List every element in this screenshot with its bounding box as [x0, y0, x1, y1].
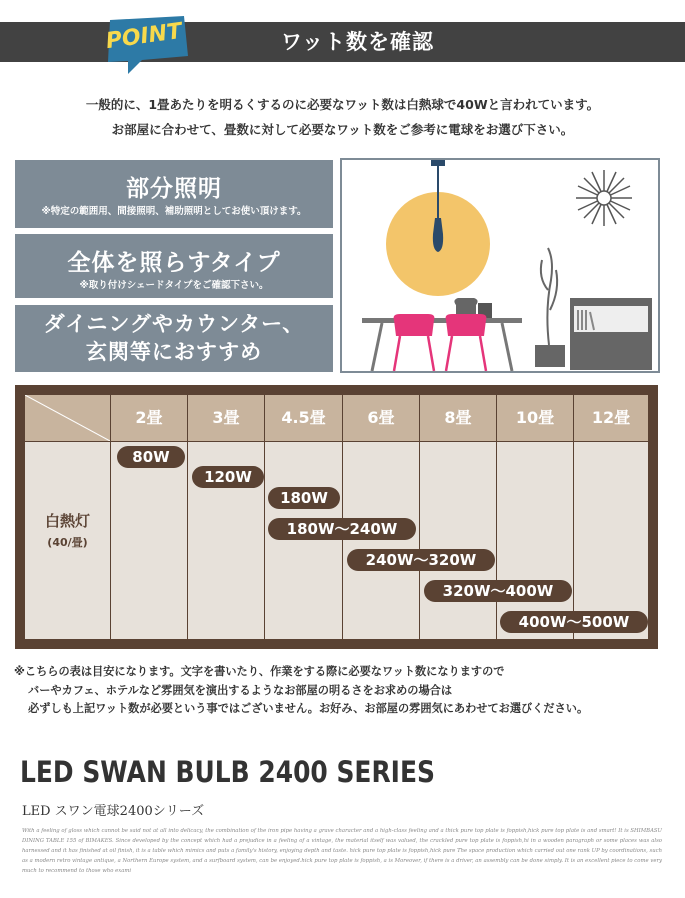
usage-title: 部分照明	[126, 176, 222, 202]
intro-text	[0, 92, 685, 142]
dining-room-illustration	[340, 158, 660, 373]
plant-pot	[535, 345, 565, 367]
branch-plant-icon	[541, 248, 557, 345]
usage-note: ※取り付けシェードタイプをご確認下さい。	[79, 280, 269, 291]
column-header: 6畳	[343, 395, 419, 441]
table-cell	[574, 442, 648, 639]
wattage-table	[15, 385, 658, 649]
table-cell	[111, 442, 187, 639]
pink-chair-left	[394, 314, 435, 336]
room-scene-image	[342, 160, 658, 371]
table-cell	[265, 442, 342, 639]
usage-note: ※特定の範囲用、間接照明、補助照明としてお使い頂けます。	[41, 206, 307, 217]
table-cell	[343, 442, 419, 639]
row-label	[25, 510, 110, 550]
point-badge-label: POINT	[104, 18, 184, 55]
fine-print-text: With a feeling of gloss which cannot be said not at all into delicacy, the combination of the iron pipe having a grave character and a high-class feeling and a thick pure top plate is foppish,hick pure top plate is and smart! It is SHIMBASU DINING TABLE 155 of BIMAKES. Since developed by the concept which had a prejudice in a feeling of a vintage, the material itself was valued, the crackled pure top plate is foppish,hi in a wooden paragraph or some places was also harnessed and it has finished at oil finish, it is a table which mimics and puts a family's history, enjoying depth and taste. hick pure top plate is foppish,hick pure The space production which carried out one rank UP by coordinations, such as a modern retro vintage antique, a Northern Europe system, and a surfboard system, can be enjoyed.hick pure top plate is foppish, a is Moreover, if there is a driver, an assembly can be done simply. It is an excellent piece to come very much to recommend to those who exami	[22, 828, 662, 874]
usage-title: 全体を照らすタイプ	[67, 250, 281, 276]
wattage-pill: 240W〜320W	[347, 549, 495, 571]
wattage-pill: 120W	[192, 466, 264, 488]
section-title: ワット数を確認	[281, 30, 434, 54]
series-subtitle: LED スワン電球2400シリーズ	[22, 804, 205, 819]
note-line-1: ※こちらの表は目安になります。文字を書いたり、作業をする際に必要なワット数になりますので	[14, 665, 505, 678]
bulb-icon	[433, 218, 443, 252]
series-title: LED SWAN BULB 2400 SERIES	[20, 755, 435, 789]
wattage-pill: 180W	[268, 487, 340, 509]
usage-recommendation	[15, 305, 333, 372]
column-header: 4.5畳	[265, 395, 342, 441]
table-cell	[420, 442, 496, 639]
wattage-pill: 400W〜500W	[500, 611, 648, 633]
column-header: 2畳	[111, 395, 187, 441]
table-cell	[497, 442, 573, 639]
row-sublabel-text: (40/畳)	[47, 536, 88, 549]
table-notes	[14, 663, 674, 719]
point-badge	[102, 14, 190, 76]
column-header: 8畳	[420, 395, 496, 441]
wattage-pill: 320W〜400W	[424, 580, 572, 602]
note-line-2: バーやカフェ、ホテルなど雰囲気を演出するようなお部屋の明るさをお求めの場合は	[28, 683, 453, 697]
intro-line-2: お部屋に合わせて、畳数に対して必要なワット数をご参考に電球をお選び下さい。	[111, 122, 574, 137]
dining-table-top	[362, 318, 522, 323]
column-header: 12畳	[574, 395, 648, 441]
column-header: 10畳	[497, 395, 573, 441]
row-label-text: 白熱灯	[44, 512, 90, 530]
usage-whole-room	[15, 234, 333, 298]
intro-line-1: 一般的に、1畳あたりを明るくするのに必要なワット数は白熱球で40Wと言われています。	[85, 97, 600, 112]
usage-title-line-2: 玄関等におすすめ	[85, 340, 263, 364]
usage-title-line-1: ダイニングやカウンター、	[43, 312, 305, 336]
ceiling-canopy	[431, 160, 445, 166]
wattage-pill: 80W	[117, 446, 185, 468]
column-header: 3畳	[188, 395, 264, 441]
pink-chair-right	[446, 314, 487, 336]
corner-diagonal	[25, 395, 110, 441]
note-line-3: 必ずしも上記ワット数が必要という事ではございません。お好み、お部屋の雰囲気にあわせてお選びください。	[28, 702, 589, 715]
usage-partial-lighting	[15, 160, 333, 228]
wattage-pill: 180W〜240W	[268, 518, 416, 540]
